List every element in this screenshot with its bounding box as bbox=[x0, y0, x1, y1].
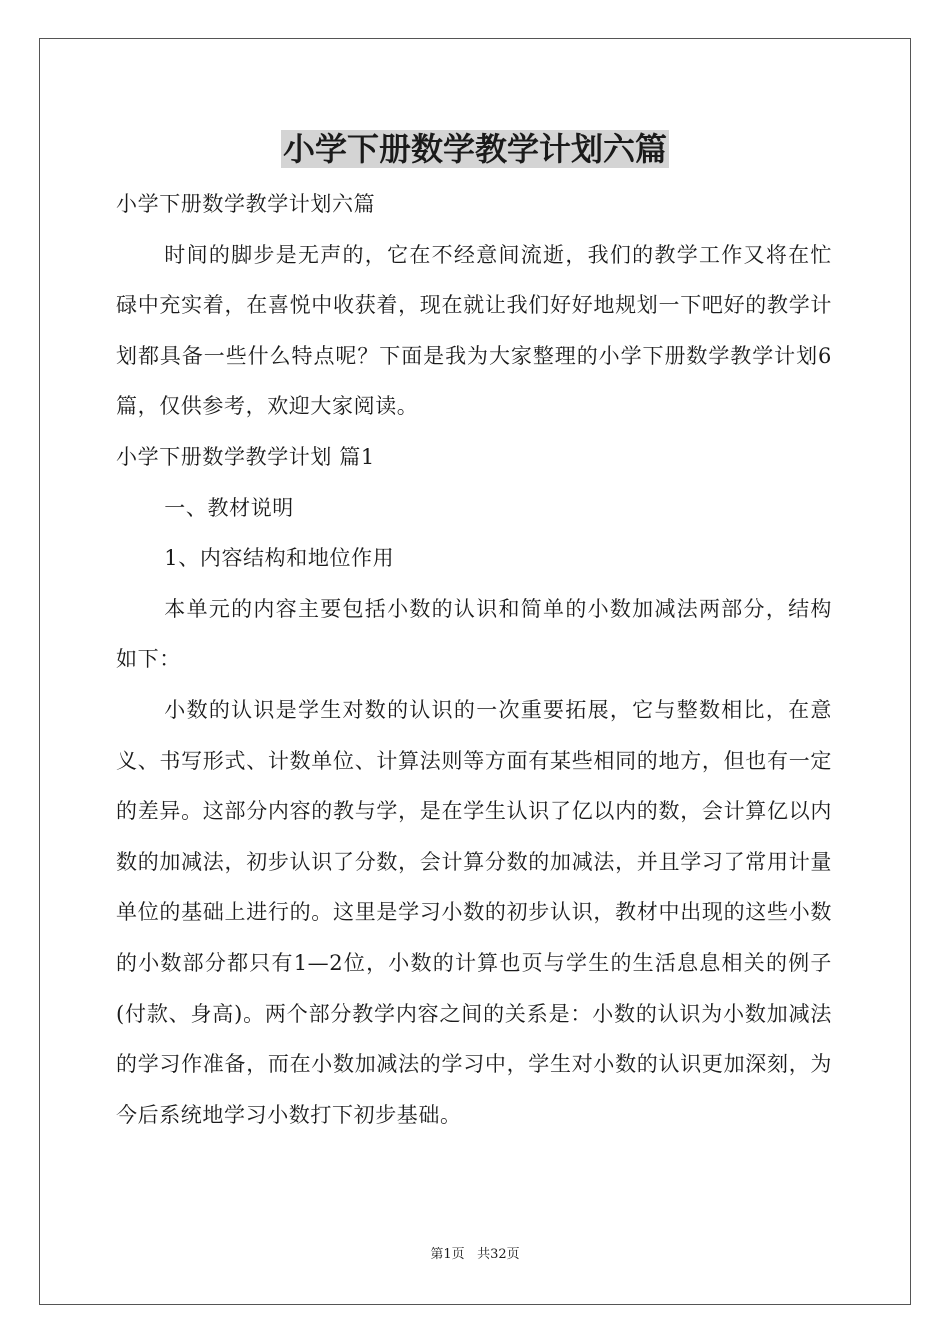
body-paragraph: 小数的认识是学生对数的认识的一次重要拓展，它与整数相比，在意义、书写形式、计数单位、计算法则等方面有某些相同的地方，但也有一定的差异。这部分内容的教与学，是在学生认识了亿以内的数，会计算亿以内数的加减法，初步认识了分数，会计算分数的加减法，并且学习了常用计量单位的基础上进行的。这里是学习小数的初步认识，教材中出现的这些小数的小数部分都只有1—2位，小数的计算也页与学生的生活息息相关的例子(付款、身高)。两个部分教学内容之间的关系是：小数的认识为小数加减法的学习作准备，而在小数加减法的学习中，学生对小数的认识更加深刻，为今后系统地学习小数打下初步基础。 bbox=[116, 697, 832, 1127]
subsection-heading: 一、教材说明 bbox=[164, 495, 294, 520]
document-body bbox=[116, 179, 832, 1140]
section-heading: 小学下册数学教学计划 篇1 bbox=[116, 444, 375, 469]
subtitle-line: 小学下册数学教学计划六篇 bbox=[116, 192, 376, 216]
page-total: 共32页 bbox=[477, 1247, 520, 1262]
body-paragraph: 本单元的内容主要包括小数的认识和简单的小数加减法两部分，结构如下： bbox=[116, 596, 832, 672]
page-number: 第1页 bbox=[430, 1247, 465, 1262]
subsection-item-heading: 1、内容结构和地位作用 bbox=[164, 546, 395, 571]
intro-paragraph: 时间的脚步是无声的，它在不经意间流逝，我们的教学工作又将在忙碌中充实着，在喜悦中收获着，现在就让我们好好地规划一下吧好的教学计划都具备一些什么特点呢？下面是我为大家整理的小学下册数学教学计划6篇，仅供参考，欢迎大家阅读。 bbox=[116, 242, 832, 419]
document-title-text: 小学下册数学教学计划六篇 bbox=[282, 130, 667, 168]
page-footer bbox=[0, 1246, 950, 1264]
document-title bbox=[0, 126, 950, 172]
footer-spacer bbox=[465, 1247, 477, 1262]
